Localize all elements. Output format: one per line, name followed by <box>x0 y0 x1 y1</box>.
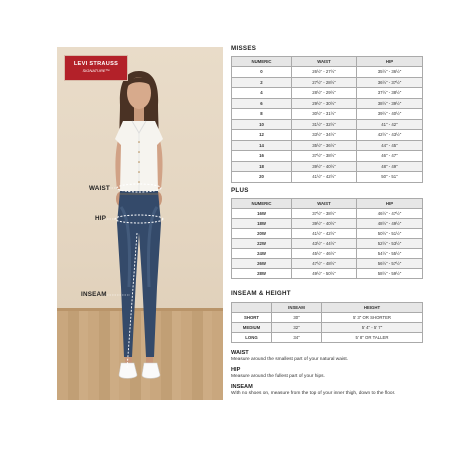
table-cell: 35½" - 36½" <box>292 140 357 151</box>
inseam-label: INSEAM <box>81 291 107 298</box>
note-heading-hip: HIP <box>231 367 241 373</box>
table-cell: 24W <box>232 249 292 259</box>
waist-label: WAIST <box>89 185 110 192</box>
table-cell: 48" - 49" <box>357 161 423 172</box>
header-inseam: INSEAM <box>272 303 322 313</box>
table-row <box>232 119 423 130</box>
note-text-inseam: With no shoes on, measure from the top of your inner thigh, down to the floor. <box>231 391 396 396</box>
table-cell: 16 <box>232 151 292 162</box>
note-heading-inseam: INSEAM <box>231 384 253 390</box>
table-cell: SHORT <box>232 313 272 323</box>
table-cell: 45½" - 46½" <box>292 249 357 259</box>
table-cell: MEDIUM <box>232 323 272 333</box>
table-cell: 16W <box>232 209 292 219</box>
table-cell: 5' 8" OR TALLER <box>322 333 423 343</box>
table-cell: 43½" - 44½" <box>292 239 357 249</box>
table-row <box>232 249 423 259</box>
table-cell: 4 <box>232 88 292 99</box>
table-cell: 28½" - 29½" <box>292 88 357 99</box>
table-cell: 30" <box>272 313 322 323</box>
table-cell: 50½" - 51½" <box>357 229 423 239</box>
note-heading-waist: WAIST <box>231 350 249 356</box>
table-cell: 22W <box>232 239 292 249</box>
header-hip: HIP <box>357 57 423 67</box>
table-cell: 39½" - 40½" <box>292 219 357 229</box>
table-row <box>232 140 423 151</box>
table-row <box>232 130 423 141</box>
table-cell: 28W <box>232 269 292 279</box>
table-cell: 36½" - 37½" <box>357 77 423 88</box>
table-cell: 37½" - 38½" <box>292 209 357 219</box>
table-row <box>232 67 423 78</box>
table-cell: 46" - 47" <box>357 151 423 162</box>
table-cell: 12 <box>232 130 292 141</box>
note-text-hip: Measure around the fullest part of your hips. <box>231 374 325 379</box>
header-numeric: NUMERIC <box>232 199 292 209</box>
table-cell: 39½" - 40½" <box>357 109 423 120</box>
inseam-title: INSEAM & HEIGHT <box>231 290 291 297</box>
table-cell: 6 <box>232 98 292 109</box>
table-cell: 20W <box>232 229 292 239</box>
table-cell: 5' 3" OR SHORTER <box>322 313 423 323</box>
table-row <box>232 88 423 99</box>
table-cell: 56½" - 57½" <box>357 259 423 269</box>
table-row <box>232 219 423 229</box>
table-cell: 2 <box>232 77 292 88</box>
table-cell: 20 <box>232 172 292 183</box>
table-cell: 38½" - 39½" <box>357 98 423 109</box>
table-cell: 5' 4" - 5' 7" <box>322 323 423 333</box>
table-cell: 37½" - 38½" <box>357 88 423 99</box>
table-cell: 37½" - 38½" <box>292 151 357 162</box>
table-cell: 41" - 42" <box>357 119 423 130</box>
misses-size-table <box>231 56 423 183</box>
table-cell: 31½" - 32½" <box>292 119 357 130</box>
table-cell: 14 <box>232 140 292 151</box>
table-cell: 29½" - 30½" <box>292 98 357 109</box>
header-blank <box>232 303 272 313</box>
table-cell: 47½" - 48½" <box>292 259 357 269</box>
table-cell: 54½" - 55½" <box>357 249 423 259</box>
table-cell: LONG <box>232 333 272 343</box>
model-illustration <box>57 47 223 400</box>
levis-signature-logo: LEVI STRAUSS SIGNATURE™ <box>64 55 128 81</box>
table-row <box>232 269 423 279</box>
header-hip: HIP <box>357 199 423 209</box>
table-row <box>232 109 423 120</box>
header-waist: WAIST <box>292 199 357 209</box>
table-cell: 44" - 45" <box>357 140 423 151</box>
inseam-height-table <box>231 302 423 343</box>
table-row <box>232 98 423 109</box>
plus-size-table <box>231 198 423 279</box>
table-row <box>232 313 423 323</box>
table-row <box>232 259 423 269</box>
table-cell: 42½" - 43½" <box>357 130 423 141</box>
table-cell: 26½" - 27½" <box>292 67 357 78</box>
table-cell: 46½" - 47½" <box>357 209 423 219</box>
table-row <box>232 239 423 249</box>
table-cell: 49½" - 50½" <box>292 269 357 279</box>
table-cell: 30½" - 31½" <box>292 109 357 120</box>
table-cell: 18W <box>232 219 292 229</box>
table-row <box>232 333 423 343</box>
table-cell: 18 <box>232 161 292 172</box>
model-photo <box>57 47 223 400</box>
header-height: HEIGHT <box>322 303 423 313</box>
misses-title: MISSES <box>231 45 257 52</box>
header-numeric: NUMERIC <box>232 57 292 67</box>
table-cell: 50" - 51" <box>357 172 423 183</box>
table-row <box>232 161 423 172</box>
header-waist: WAIST <box>292 57 357 67</box>
plus-title: PLUS <box>231 187 249 194</box>
table-cell: 41½" - 42½" <box>292 172 357 183</box>
table-cell: 27½" - 28½" <box>292 77 357 88</box>
table-cell: 58½" - 59½" <box>357 269 423 279</box>
table-cell: 33½" - 34½" <box>292 130 357 141</box>
table-row <box>232 151 423 162</box>
hip-label: HIP <box>95 215 107 222</box>
table-cell: 48½" - 49½" <box>357 219 423 229</box>
table-row <box>232 323 423 333</box>
table-cell: 26W <box>232 259 292 269</box>
table-cell: 10 <box>232 119 292 130</box>
table-cell: 41½" - 42½" <box>292 229 357 239</box>
table-cell: 35½" - 36½" <box>357 67 423 78</box>
table-cell: 0 <box>232 67 292 78</box>
table-row <box>232 229 423 239</box>
table-cell: 34" <box>272 333 322 343</box>
table-row <box>232 172 423 183</box>
table-cell: 52½" - 53½" <box>357 239 423 249</box>
table-row <box>232 209 423 219</box>
table-cell: 32" <box>272 323 322 333</box>
table-cell: 8 <box>232 109 292 120</box>
table-cell: 39½" - 40½" <box>292 161 357 172</box>
note-text-waist: Measure around the smallest part of your natural waist. <box>231 357 349 362</box>
table-row <box>232 77 423 88</box>
